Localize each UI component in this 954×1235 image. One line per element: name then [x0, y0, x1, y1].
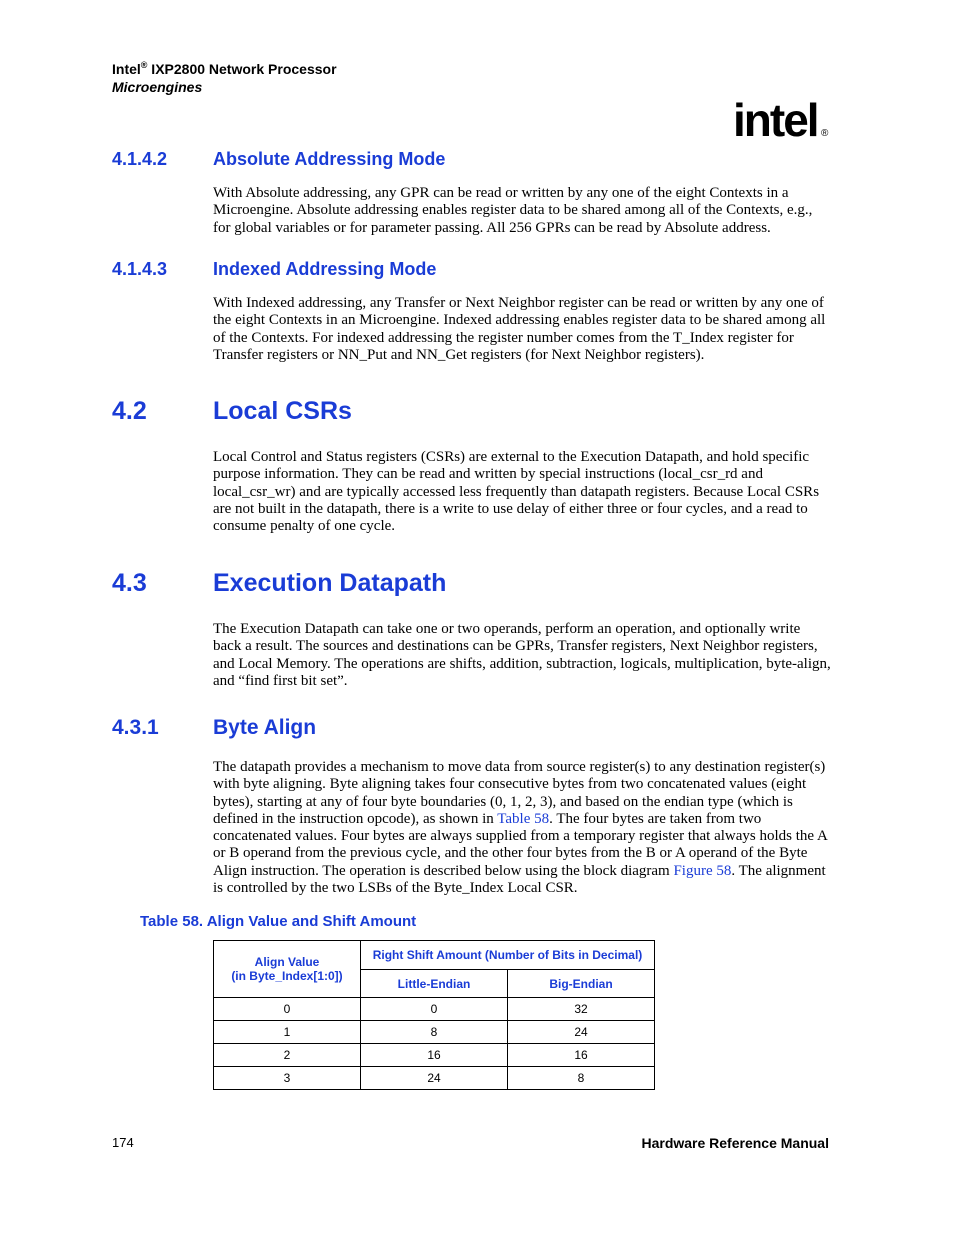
section-number: 4.1.4.3	[112, 259, 168, 279]
intel-logo-text: intel	[733, 94, 818, 146]
table-cell: 16	[508, 1044, 655, 1067]
table-cell: 0	[214, 998, 361, 1021]
little-endian-header: Little-Endian	[361, 970, 508, 998]
manual-title: Hardware Reference Manual	[641, 1135, 829, 1151]
header-product: IXP2800 Network Processor	[147, 61, 337, 77]
table-row	[214, 1067, 655, 1090]
section-4142-body: With Absolute addressing, any GPR can be read or written by any one of the eight Contexts in a Microengine. Absolute addressing enables register data to be shared among all of the Contexts, e.g., for global variables or for parameter passing. All 256 GPRs can be read by Absolute address.	[213, 185, 813, 236]
shift-amount-header: Right Shift Amount (Number of Bits in Decimal)	[361, 941, 655, 970]
section-title: Local CSRs	[213, 397, 352, 425]
big-endian-header: Big-Endian	[508, 970, 655, 998]
table-cell: 3	[214, 1067, 361, 1090]
intel-logo-reg: ®	[821, 128, 829, 139]
intel-logo	[733, 92, 833, 152]
section-431-body	[213, 759, 831, 897]
table-cell: 8	[508, 1067, 655, 1090]
body-text: . The four bytes are taken from two concatenated values. Four bytes are always supplied from a temporary register that always holds the A or B operand from the previous cycle, and the other four bytes from the B or A operand of the Byte Align instruction. The operation is described below using the block diagram	[213, 810, 827, 879]
table-cell: 1	[214, 1021, 361, 1044]
section-42-body: Local Control and Status registers (CSRs) are external to the Execution Datapath, and hold specific purpose information. They can be read and written by special instructions (local_csr_rd and local_csr_wr) and are typically accessed less frequently than datapath registers. Because Local CSRs are not built in the datapath, there is a write to use delay of either three or four cycles, and a read to consume penalty of one cycle.	[213, 449, 820, 535]
table-cell: 0	[361, 998, 508, 1021]
header-reg-mark: ®	[140, 60, 148, 70]
align-value-header-line1: Align Value	[254, 955, 320, 969]
table-58-link[interactable]: Table 58	[497, 810, 550, 827]
page-number: 174	[112, 1135, 134, 1150]
table-cell: 24	[508, 1021, 655, 1044]
table-cell: 24	[361, 1067, 508, 1090]
section-number: 4.3	[112, 569, 147, 597]
table-row	[214, 998, 655, 1021]
body-text: . The alignment is controlled by the two LSBs of the Byte_Index Local CSR.	[213, 862, 826, 897]
header-brand: Intel	[112, 61, 141, 77]
table-cell: 2	[214, 1044, 361, 1067]
section-43-body: The Execution Datapath can take one or two operands, perform an operation, and optionally write back a result. The sources and destinations can be GPRs, Transfer registers, Next Neighbor registers, and Local Memory. The operations are shifts, addition, subtraction, logicals, multiplication, byte-align, and “find first bit set”.	[213, 621, 831, 689]
section-4143-body: With Indexed addressing, any Transfer or Next Neighbor register can be read or written by any one of the eight Contexts in an Microengine. Indexed addressing enables register data to be shared among all of the Contexts. For indexed addressing the register number comes from the T_Index register for Transfer registers or NN_Put and NN_Get registers (for Next Neighbor registers).	[213, 295, 826, 363]
header-title	[112, 60, 337, 77]
section-number: 4.2	[112, 397, 147, 425]
table-cell: 8	[361, 1021, 508, 1044]
figure-58-link[interactable]: Figure 58	[673, 862, 732, 879]
section-title: Execution Datapath	[213, 569, 447, 597]
section-title: Byte Align	[213, 716, 317, 739]
align-value-header-line2: (in Byte_Index[1:0])	[231, 969, 343, 983]
table-row	[214, 1044, 655, 1067]
table-caption: Table 58. Align Value and Shift Amount	[140, 913, 417, 930]
align-value-header	[214, 941, 361, 998]
section-title: Absolute Addressing Mode	[213, 149, 446, 169]
header-subtitle: Microengines	[112, 79, 203, 95]
table-cell: 16	[361, 1044, 508, 1067]
section-number: 4.3.1	[112, 716, 159, 739]
align-value-table	[213, 940, 655, 1090]
section-number: 4.1.4.2	[112, 149, 168, 169]
table-row	[214, 1021, 655, 1044]
section-title: Indexed Addressing Mode	[213, 259, 437, 279]
table-cell: 32	[508, 998, 655, 1021]
body-text: The datapath provides a mechanism to move data from source register(s) to any destination register(s) with byte aligning. Byte aligning takes four consecutive bytes from two concatenated values (eight bytes), starting at any of four byte boundaries (0, 1, 2, 3), and based on the endian type (which is defined in the instruction opcode), as shown in	[213, 759, 826, 827]
